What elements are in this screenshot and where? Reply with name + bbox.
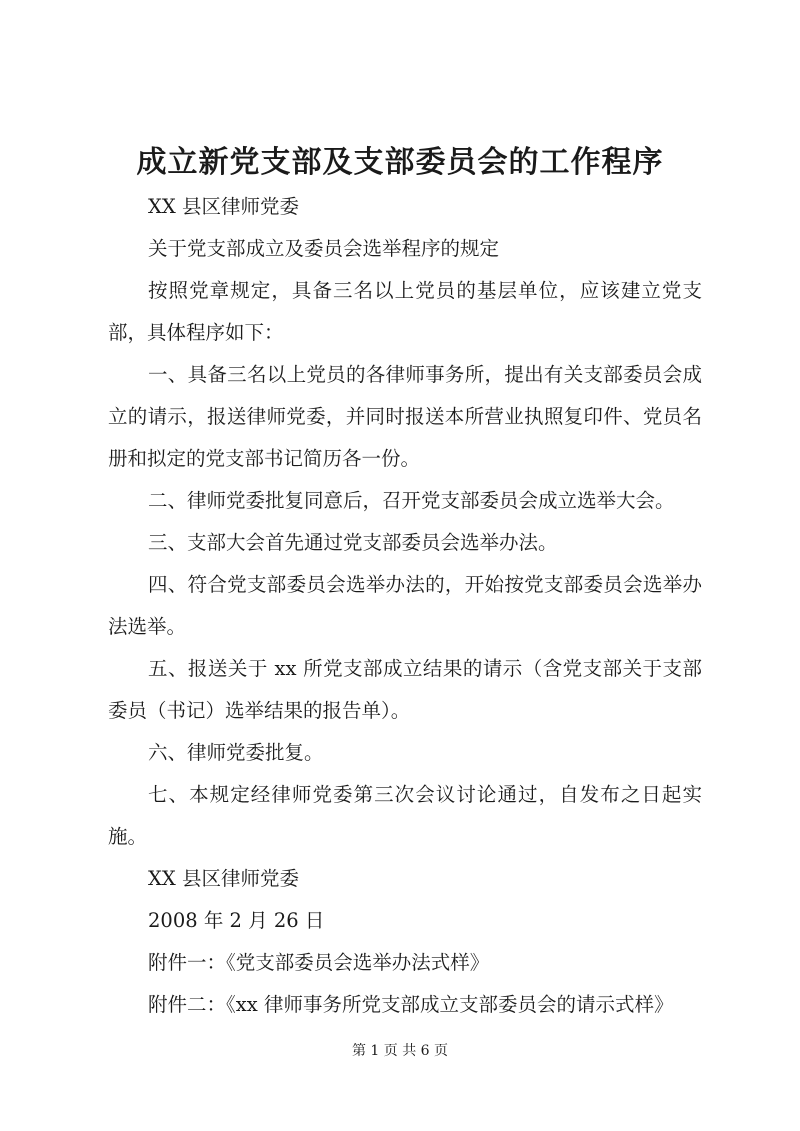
document-body (108, 186, 702, 1026)
paragraph-date: 2008 年 2 月 26 日 (148, 909, 325, 932)
paragraph-item-1: 一、具备三名以上党员的各律师事务所，提出有关支部委员会成立的请示，报送律师党委，并同时报送本所营业执照复印件、党员名册和拟定的党支部书记简历各一份。 (108, 363, 702, 470)
page-number-footer: 第 1 页 共 6 页 (351, 1043, 449, 1059)
paragraph-item-2: 二、律师党委批复同意后，召开党支部委员会成立选举大会。 (148, 489, 675, 512)
paragraph-intro: 按照党章规定，具备三名以上党员的基层单位，应该建立党支部，具体程序如下： (108, 279, 702, 344)
paragraph-subtitle: 关于党支部成立及委员会选举程序的规定 (148, 237, 500, 260)
paragraph-signature: XX 县区律师党委 (148, 867, 299, 890)
paragraph-attachment-2: 附件二：《xx 律师事务所党支部成立支部委员会的请示式样》 (148, 993, 674, 1016)
document-title: 成立新党支部及支部委员会的工作程序 (136, 145, 664, 180)
paragraph-item-3: 三、支部大会首先通过党支部委员会选举办法。 (148, 531, 558, 554)
paragraph-item-7: 七、本规定经律师党委第三次会议讨论通过，自发布之日起实施。 (108, 783, 702, 848)
paragraph-item-5: 五、报送关于 xx 所党支部成立结果的请示（含党支部关于支部委员（书记）选举结果的报告单）。 (108, 657, 702, 722)
paragraph-item-4: 四、符合党支部委员会选举办法的，开始按党支部委员会选举办法选举。 (108, 573, 702, 638)
paragraph-issuer: XX 县区律师党委 (148, 195, 299, 218)
paragraph-item-6: 六、律师党委批复。 (148, 741, 324, 764)
paragraph-attachment-1: 附件一：《党支部委员会选举办法式样》 (148, 951, 490, 974)
